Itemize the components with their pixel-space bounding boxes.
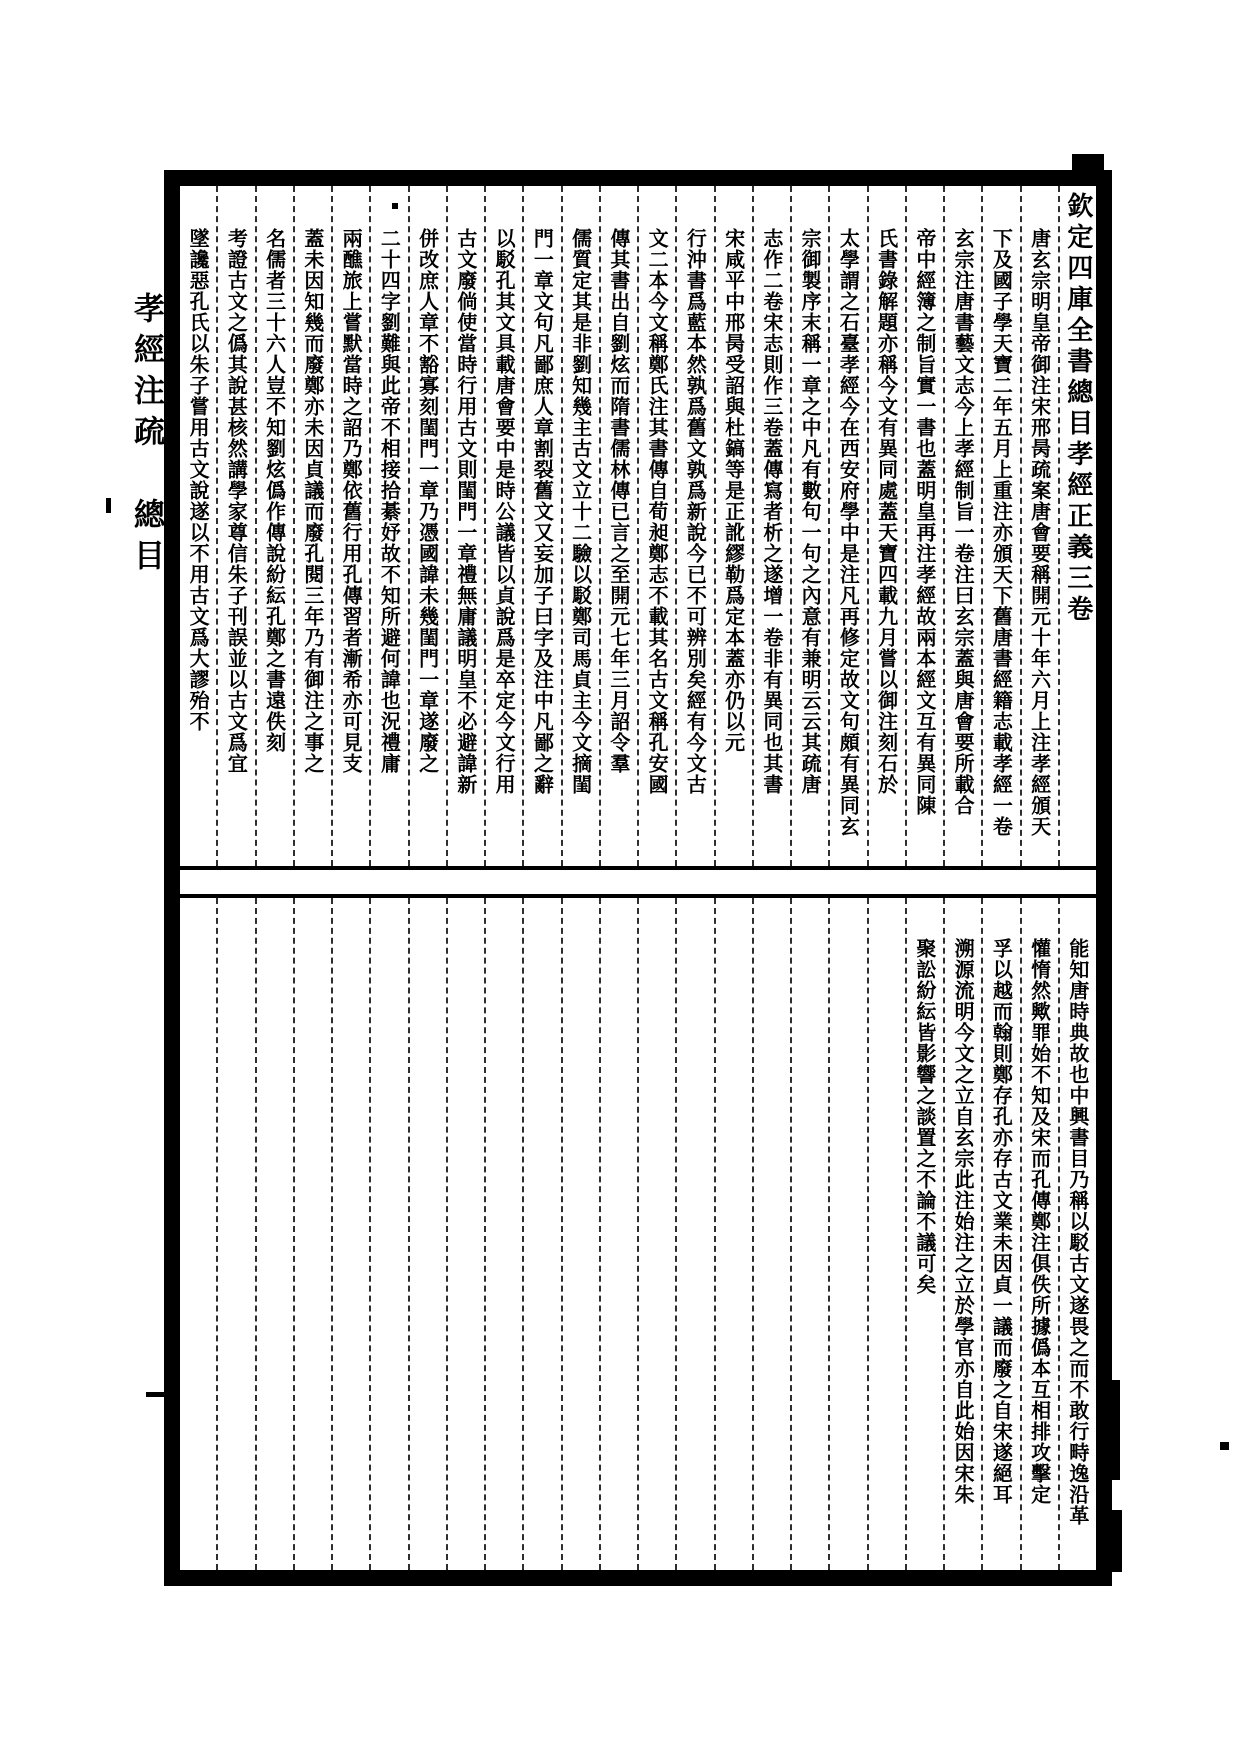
text-column-text: 志作二卷宋志則作三卷蓋傳寫者析之遂增一卷非有異同也其書 [759,228,784,795]
text-column-text: 能知唐時典故也中興書目乃稱以駁古文遂畏之而不敢行畤逸沿革 [1065,938,1090,1526]
text-column-text: 古文廢倘使當時行用古文則閨門一章禮無庸議明皇不必避諱新 [453,228,478,795]
text-column-text: 以駁孔其文具載唐會要中是時公議皆以貞說爲是卒定今文行用 [492,228,517,795]
text-column [410,186,448,866]
empty-column [677,898,715,1570]
empty-column [601,898,639,1570]
text-column [1060,898,1096,1570]
text-column [524,186,562,866]
text-column [486,186,524,866]
text-column [639,186,677,866]
header-column-text: 欽定四庫全書總目孝經正義三卷 [1062,192,1093,626]
text-column-text: 儒質定其是非劉知幾主古文立十二驗以駁鄭司馬貞主今文摘閨 [568,228,593,795]
text-column [295,186,333,866]
empty-column [180,898,218,1570]
upper-half-leaf [180,186,1096,870]
text-column-text: 帝中經簿之制旨實一書也蓋明皇再注孝經故兩本經文互有異同陳 [912,228,937,816]
frame-edge-blob [1108,1380,1120,1480]
text-column [945,186,983,866]
text-column [218,186,256,866]
half-leaf-separator [180,870,1096,894]
text-column [983,186,1021,866]
margin-section-text: 總目 [128,498,164,580]
text-column [563,186,601,866]
text-column [448,186,486,866]
lower-half-leaf [180,894,1096,1570]
text-column [907,898,945,1570]
text-column-text: 名儒者三十六人豈不知劉炫僞作傳說紛紜孔鄭之書遠佚刻 [262,228,287,753]
empty-column [295,898,333,1570]
margin-title-text: 孝經注疏 [128,292,164,456]
empty-column [792,898,830,1570]
text-column [830,186,868,866]
text-column [754,186,792,866]
text-column-text: 行沖書爲藍本然孰爲舊文孰爲新說今已不可辨別矣經有今文古 [683,228,708,795]
ink-speck [392,203,398,209]
empty-column [486,898,524,1570]
empty-column [333,898,371,1570]
header-column [1060,186,1096,866]
empty-column [869,898,907,1570]
page-frame [164,170,1112,1586]
empty-column [754,898,792,1570]
empty-column [830,898,868,1570]
empty-column [563,898,601,1570]
bottom-columns [180,898,1096,1570]
text-column-text: 氏書錄解題亦稱今文有異同處蓋天寶四載九月嘗以御注刻石於 [874,228,899,795]
margin-running-title [124,292,169,580]
text-column [869,186,907,866]
ink-speck [146,1392,172,1397]
text-column [180,186,218,866]
empty-column [371,898,409,1570]
text-column-text: 傳其書出自劉炫而隋書儒林傳已言之至開元七年三月詔令羣 [606,228,631,774]
text-column [333,186,371,866]
text-column [257,186,295,866]
text-column [1022,898,1060,1570]
text-column-text: 聚訟紛紜皆影響之談置之不論不議可矣 [912,938,937,1295]
text-column-text: 蓋未因知幾而廢鄭亦未因貞議而廢孔閱三年乃有御注之事之 [300,228,325,774]
text-column [601,186,639,866]
text-column-text: 宋咸平中邢昺受詔與杜鎬等是正訛繆勒爲定本蓋亦仍以元 [721,228,746,753]
empty-column [639,898,677,1570]
text-column-text: 併改庶人章不豁寡刻閨門一章乃憑國諱未幾閨門一章遂廢之 [415,228,440,774]
text-column-text: 宗御製序末稱一章之中凡有數句一句之內意有兼明云云其疏唐 [798,228,823,795]
text-column [983,898,1021,1570]
empty-column [257,898,295,1570]
text-column-text: 玄宗注唐書藝文志今上孝經制旨一卷注曰玄宗蓋與唐會要所載合 [951,228,976,816]
text-column-text: 懽惰然歟罪始不知及宋而孔傳鄭注俱佚所據僞本互相排攻擊定 [1027,938,1052,1505]
ink-speck [1220,1442,1229,1450]
frame-edge-blob [1102,1510,1122,1572]
text-column [907,186,945,866]
text-column-text: 兩醮旅上嘗默當時之詔乃鄭依舊行用孔傳習者漸希亦可見支 [339,228,364,774]
empty-column [524,898,562,1570]
margin-title-gap [128,456,164,498]
text-column-text: 孚以越而翰則鄭存孔亦存古文業未因貞一議而廢之自宋遂絕耳 [989,938,1014,1505]
text-column-text: 門一章文句凡鄙庶人章割裂舊文又妄加子曰字及注中凡鄙之辭 [530,228,555,795]
text-column [716,186,754,866]
empty-column [716,898,754,1570]
text-column-text: 太學謂之石臺孝經今在西安府學中是注凡再修定故文句頗有異同玄 [836,228,861,837]
empty-column [410,898,448,1570]
text-column-text: 考證古文之僞其說甚核然講學家尊信朱子刊誤並以古文爲宜 [224,228,249,774]
text-column [677,186,715,866]
text-column [945,898,983,1570]
text-column-text: 唐玄宗明皇帝御注宋邢昺疏案唐會要稱開元十年六月上注孝經頒天 [1027,228,1052,837]
empty-column [448,898,486,1570]
frame-corner-bump [1072,154,1104,174]
text-column-text: 下及國子學天寶二年五月上重注亦頒天下舊唐書經籍志載孝經一卷 [989,228,1014,837]
text-column-text: 溯源流明今文之立自玄宗此注始注之立於學官亦自此始因宋朱 [951,938,976,1505]
ink-speck [106,498,111,513]
text-column [1022,186,1060,866]
text-column-text: 文二本今文稱鄭氏注其書傳自荀昶鄭志不載其名古文稱孔安國 [645,228,670,795]
text-column-text: 墜讒惡孔氏以朱子嘗用古文說遂以不用古文爲大謬殆不 [186,228,211,732]
empty-column [218,898,256,1570]
text-column [371,186,409,866]
text-column [792,186,830,866]
text-column-text: 二十四字劉難與此帝不相接拾綦妤故不知所避何諱也況禮庸 [377,228,402,774]
top-columns [180,186,1096,866]
